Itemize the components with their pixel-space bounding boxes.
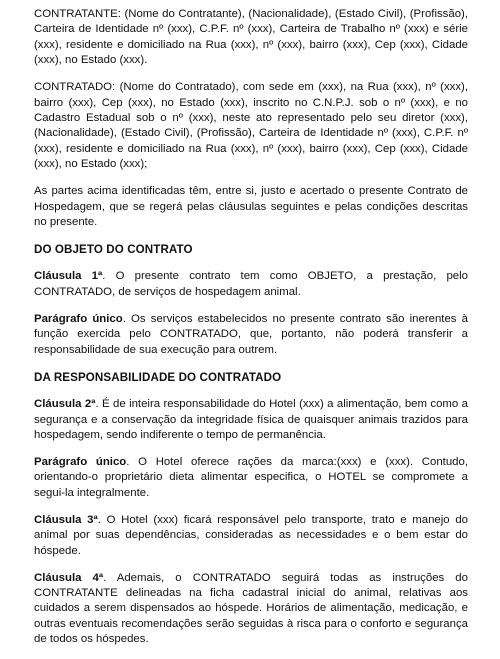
- clause-2-lead: Cláusula 2ª: [34, 398, 96, 411]
- preamble-paragraph: As partes acima identificadas têm, entre si, justo e acertado o presente Contrato de Hospedagem, que se regerá pelas cláusulas seguintes e pelas condições descritas no presente.: [34, 185, 468, 229]
- clause-2-text: . É de inteira responsabilidade do Hotel (xxx) a alimentação, bem como a segurança e a conservação da integridade física de quaisquer animais trazidos para hospedagem, sendo indiferente o tempo de permanência.: [34, 398, 468, 441]
- section-heading-objeto: DO OBJETO DO CONTRATO: [34, 243, 193, 257]
- clause-3-text: . O Hotel (xxx) ficará responsável pelo transporte, trato e manejo do animal por suas dependências, consideradas as necessidades e o bem estar do hóspede.: [34, 513, 468, 557]
- contratado-paragraph: CONTRATADO: (Nome do Contratado), com sede em (xxx), na Rua (xxx), nº (xxx), bairro (xxx), Cep (xxx), no Estado (xxx), inscrito no C.N.P.J. sob o nº (xxx), e no Cadastro Estadual sob o nº (xxx), neste ato representado pelo seu diretor (xxx), (Nacionalidade), (Estado Civil), (Profissão), Carteira de Identidade nº (xxx), C.P.F. nº (xxx), residente e domiciliado na Rua (xxx), nº (xxx), bairro (xxx), Cep (xxx), Cidade (xxx), no Estado (xxx);: [34, 81, 468, 171]
- clause-1-paragraph-unico-text: . Os serviços estabelecidos no presente contrato são inerentes à função exercida pelo CONTRATADO, que, portanto, não poderá transferir a responsabilidade de sua execução para outrem.: [34, 312, 468, 356]
- clause-3: [34, 513, 468, 559]
- contratante-paragraph: CONTRATANTE: (Nome do Contratante), (Nacionalidade), (Estado Civil), (Profissão), Carteira de Identidade nº (xxx), C.P.F. nº (xxx), Carteira de Trabalho nº (xxx) e série (xxx), residente e domiciliado na Rua (xxx), nº (xxx), bairro (xxx), Cep (xxx), Cidade (xxx), no Estado (xxx).: [34, 8, 468, 67]
- contract-document: [34, 7, 468, 659]
- clause-4-lead: Cláusula 4ª: [34, 571, 104, 584]
- clause-1-paragraph-unico: [34, 312, 468, 358]
- clause-2: [34, 397, 468, 443]
- clause-1: [34, 269, 468, 300]
- clause-4: [34, 571, 468, 648]
- clause-2-paragraph-unico-text: . O Hotel oferece rações da marca:(xxx) e (xxx). Contudo, orientando-o proprietário dieta alimentar especifica, o HOTEL se compromete a segui-la integralmente.: [34, 455, 468, 499]
- clause-4-text: . Ademais, o CONTRATADO seguirá todas as instruções do CONTRATANTE delineadas na ficha cadastral inicial do animal, relativas aos cuidados a serem dispensados ao hóspede. Horários de alimentação, medicação, e outras eventuais recomendações serão seguidas à risca para o conforto e segurança de todos os hóspedes.: [34, 571, 468, 646]
- clause-3-lead: Cláusula 3ª: [34, 513, 98, 526]
- section-heading-responsabilidade: DA RESPONSABILIDADE DO CONTRATADO: [34, 370, 282, 384]
- clause-1-paragraph-unico-lead: Parágrafo único: [34, 312, 123, 325]
- clause-2-paragraph-unico: [34, 455, 468, 501]
- clause-2-paragraph-unico-lead: Parágrafo único: [34, 455, 127, 468]
- clause-1-lead: Cláusula 1ª: [34, 270, 103, 283]
- clause-1-text: . O presente contrato tem como OBJETO, a prestação, pelo CONTRATADO, de serviços de hospedagem animal.: [34, 270, 468, 298]
